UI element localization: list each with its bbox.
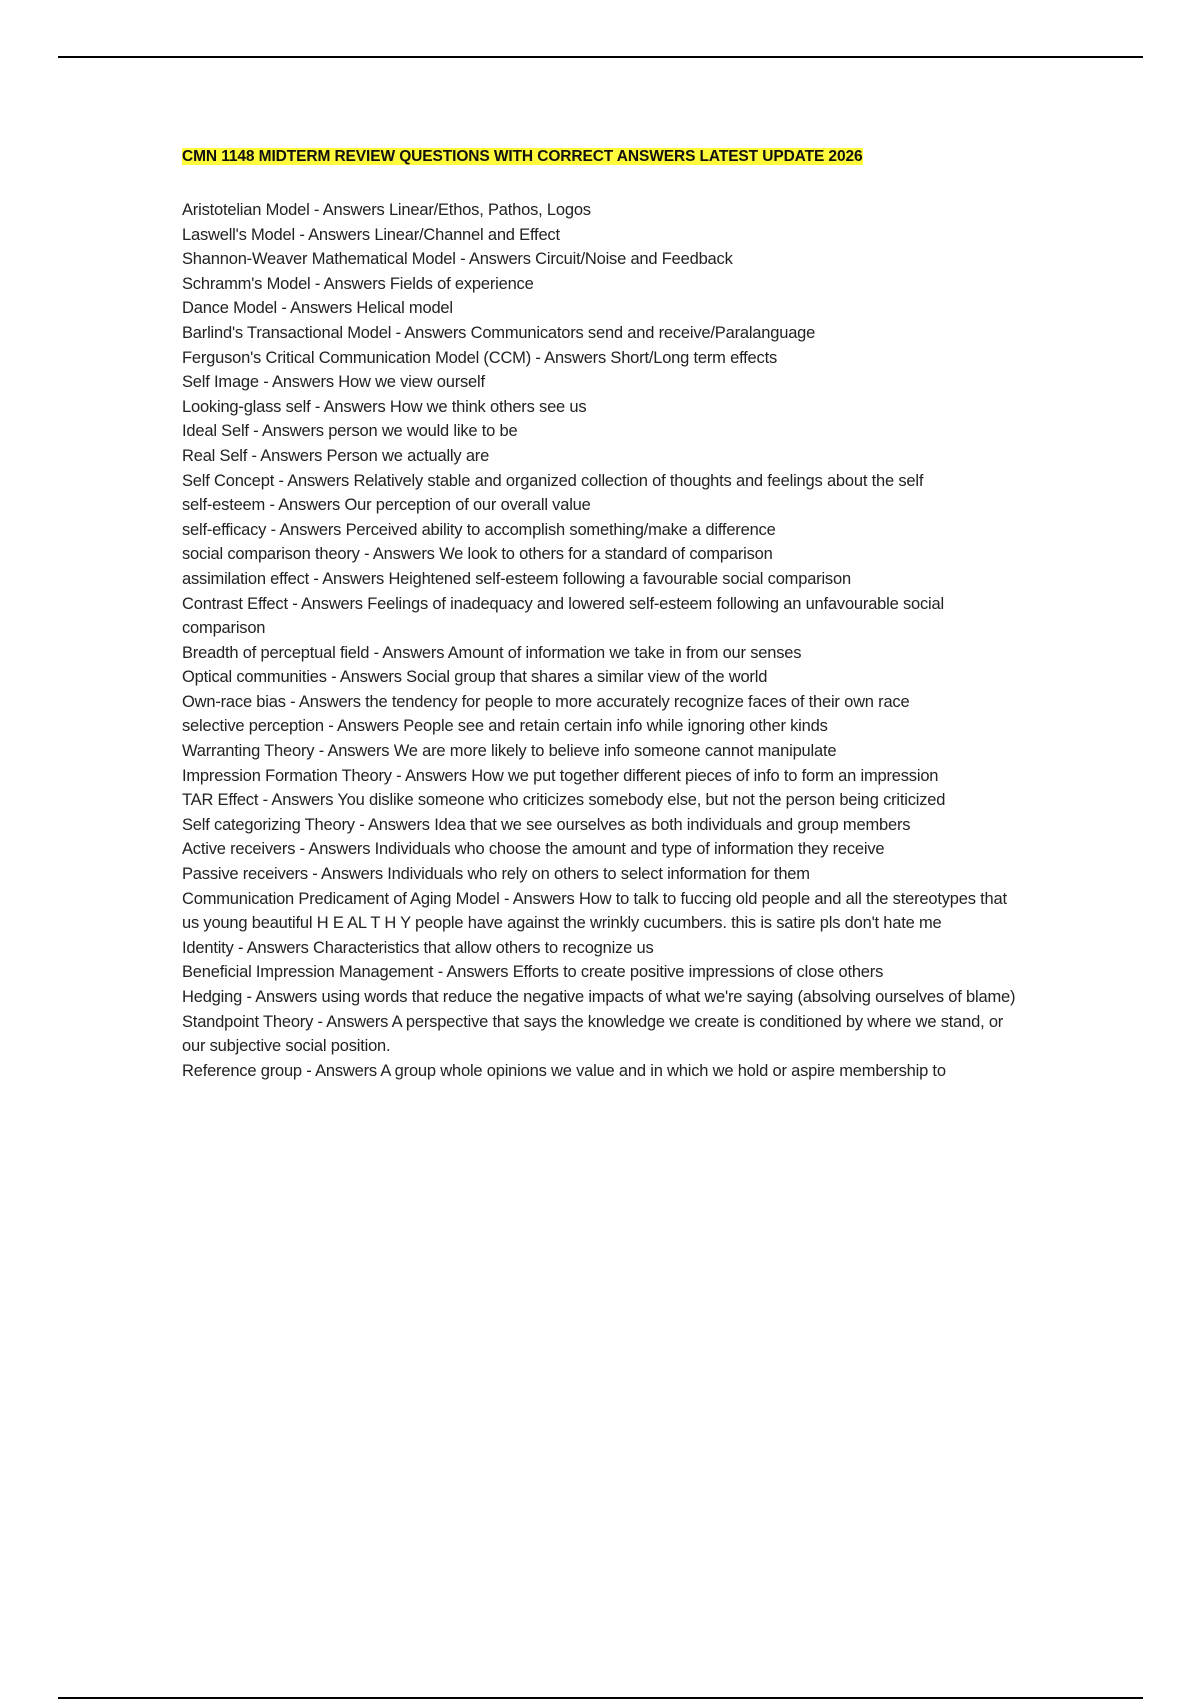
qa-line: Laswell's Model - Answers Linear/Channel and Effect — [182, 225, 560, 244]
qa-line: TAR Effect - Answers You dislike someone who criticizes somebody else, but not the person being criticized — [182, 791, 946, 810]
qa-line: Hedging - Answers using words that reduce the negative impacts of what we're saying (absolving ourselves of blame) — [182, 988, 1016, 1006]
qa-line: social comparison theory - Answers We look to others for a standard of comparison — [182, 545, 773, 564]
qa-line: Real Self - Answers Person we actually are — [182, 446, 490, 465]
qa-line: Schramm's Model - Answers Fields of experience — [182, 274, 534, 293]
qa-line: Own-race bias - Answers the tendency for people to more accurately recognize faces of their own race — [182, 692, 910, 711]
qa-line: Optical communities - Answers Social group that shares a similar view of the world — [182, 668, 768, 687]
qa-line: Dance Model - Answers Helical model — [182, 299, 453, 318]
document-title: CMN 1148 MIDTERM REVIEW QUESTIONS WITH CORRECT ANSWERS LATEST UPDATE 2026 — [182, 148, 863, 165]
qa-line: Impression Formation Theory - Answers How we put together different pieces of info to form an impression — [182, 766, 939, 785]
document-title-row — [182, 146, 1017, 168]
qa-line: Standpoint Theory - Answers A perspective that says the knowledge we create is conditioned by where we stand, or our subjective social position. — [182, 1012, 1004, 1056]
qa-line: self-esteem - Answers Our perception of our overall value — [182, 496, 591, 515]
footer-rule — [58, 1697, 1143, 1699]
qa-line: Ideal Self - Answers person we would like to be — [182, 422, 518, 441]
qa-line: selective perception - Answers People see and retain certain info while ignoring other kinds — [182, 717, 828, 736]
qa-line: Ferguson's Critical Communication Model (CCM) - Answers Short/Long term effects — [182, 348, 778, 367]
qa-line: Barlind's Transactional Model - Answers Communicators send and receive/Paralanguage — [182, 323, 816, 342]
qa-line: Active receivers - Answers Individuals who choose the amount and type of information they receive — [182, 840, 885, 859]
qa-line: Self Image - Answers How we view ourself — [182, 373, 485, 392]
qa-line: Communication Predicament of Aging Model - Answers How to talk to fuccing old people and all the stereotypes that us young beautiful H E AL T H Y people have against the wrinkly cucumbers. this is satire pls don't hate me — [182, 889, 1007, 933]
qa-line: assimilation effect - Answers Heightened self-esteem following a favourable social comparison — [182, 569, 851, 588]
qa-line: Shannon-Weaver Mathematical Model - Answers Circuit/Noise and Feedback — [182, 250, 733, 269]
qa-line: self-efficacy - Answers Perceived ability to accomplish something/make a difference — [182, 520, 776, 539]
qa-line: Beneficial Impression Management - Answers Efforts to create positive impressions of close others — [182, 963, 884, 982]
header-rule — [58, 56, 1143, 58]
qa-list — [182, 198, 1017, 1083]
document-body — [182, 146, 1017, 1083]
qa-line: Looking-glass self - Answers How we think others see us — [182, 397, 587, 416]
qa-line: Self categorizing Theory - Answers Idea that we see ourselves as both individuals and group members — [182, 815, 911, 834]
qa-line: Breadth of perceptual field - Answers Amount of information we take in from our senses — [182, 643, 802, 662]
qa-line: Passive receivers - Answers Individuals who rely on others to select information for them — [182, 865, 810, 884]
qa-line: Contrast Effect - Answers Feelings of inadequacy and lowered self-esteem following an unfavourable social comparison — [182, 594, 944, 638]
qa-line: Aristotelian Model - Answers Linear/Ethos, Pathos, Logos — [182, 201, 591, 219]
qa-line: Warranting Theory - Answers We are more likely to believe info someone cannot manipulate — [182, 742, 837, 761]
qa-line: Self Concept - Answers Relatively stable and organized collection of thoughts and feelings about the self — [182, 471, 924, 490]
qa-line: Identity - Answers Characteristics that allow others to recognize us — [182, 938, 654, 957]
qa-line: Reference group - Answers A group whole opinions we value and in which we hold or aspire membership to — [182, 1061, 946, 1080]
